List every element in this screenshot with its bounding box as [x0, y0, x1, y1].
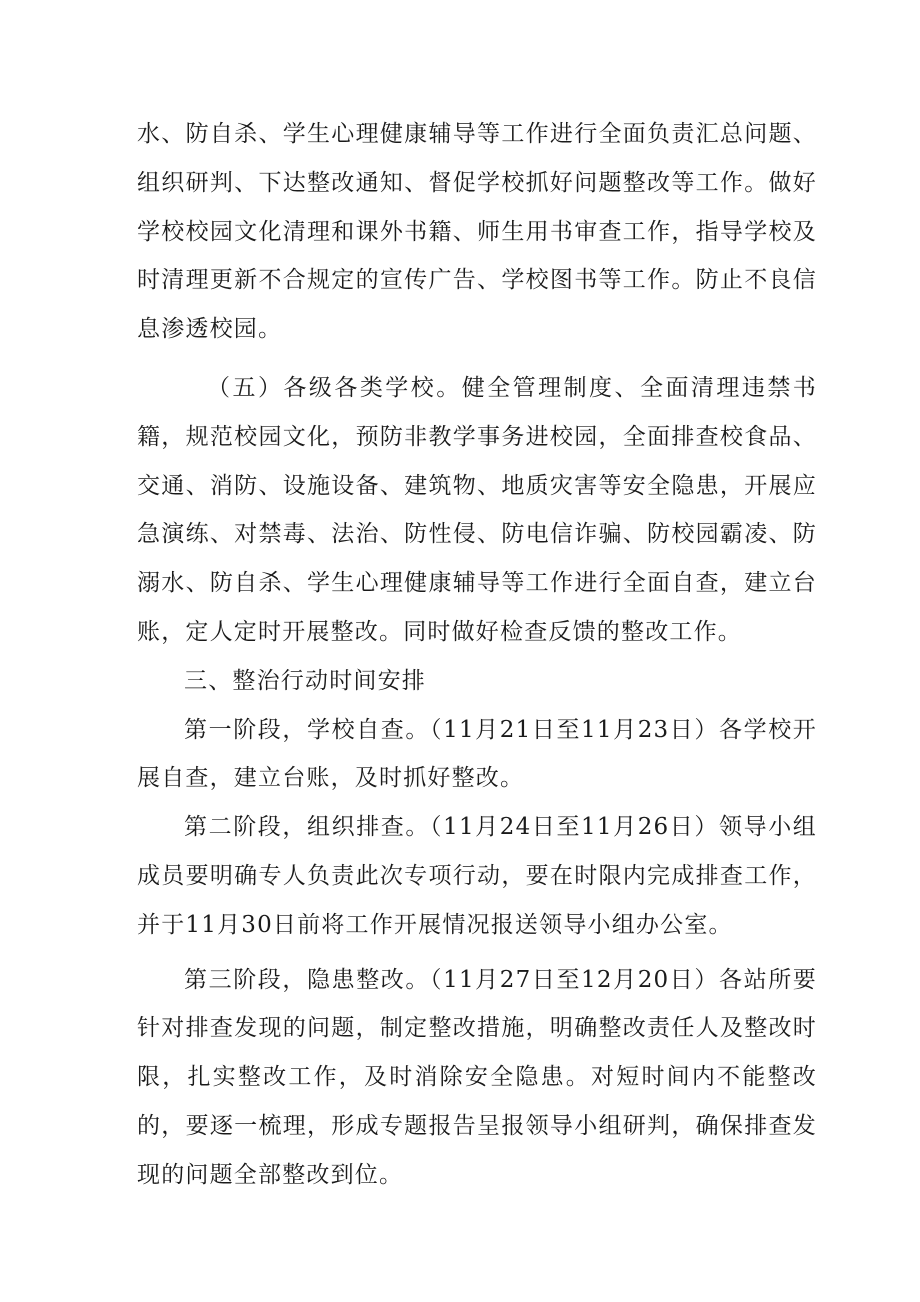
section-heading-schedule: 三、整治行动时间安排: [184, 667, 426, 694]
paragraph-phase-one: 第一阶段，学校自查。（11月21日至11月23日）各学校开展自查，建立台账，及时抓好整改。: [137, 716, 817, 792]
document-body: [137, 110, 817, 1200]
paragraph-continuation: 水、防自杀、学生心理健康辅导等工作进行全面负责汇总问题、组织研判、下达整改通知、督促学校抓好问题整改等工作。做好学校校园文化清理和课外书籍、师生用书审查工作，指导学校及时清理更新不合规定的宣传广告、学校图书等工作。防止不良信息渗透校园。: [137, 121, 817, 343]
paragraph-section-five: （五）各级各类学校。健全管理制度、全面清理违禁书籍，规范校园文化，预防非教学事务进校园，全面排查校食品、交通、消防、设施设备、建筑物、地质灾害等安全隐患，开展应急演练、对禁毒、法治、防性侵、防电信诈骗、防校园霸凌、防溺水、防自杀、学生心理健康辅导等工作进行全面自查，建立台账，定人定时开展整改。同时做好检查反馈的整改工作。: [137, 374, 817, 645]
paragraph-phase-three: 第三阶段，隐患整改。（11月27日至12月20日）各站所要针对排查发现的问题，制定整改措施，明确整改责任人及整改时限，扎实整改工作，及时消除安全隐患。对短时间内不能整改的，要逐一梳理，形成专题报告呈报领导小组研判，确保排查发现的问题全部整改到位。: [137, 966, 817, 1188]
paragraph-phase-two: 第二阶段，组织排查。（11月24日至11月26日）领导小组成员要明确专人负责此次专项行动，要在时限内完成排查工作，并于11月30日前将工作开展情况报送领导小组办公室。: [137, 814, 817, 938]
